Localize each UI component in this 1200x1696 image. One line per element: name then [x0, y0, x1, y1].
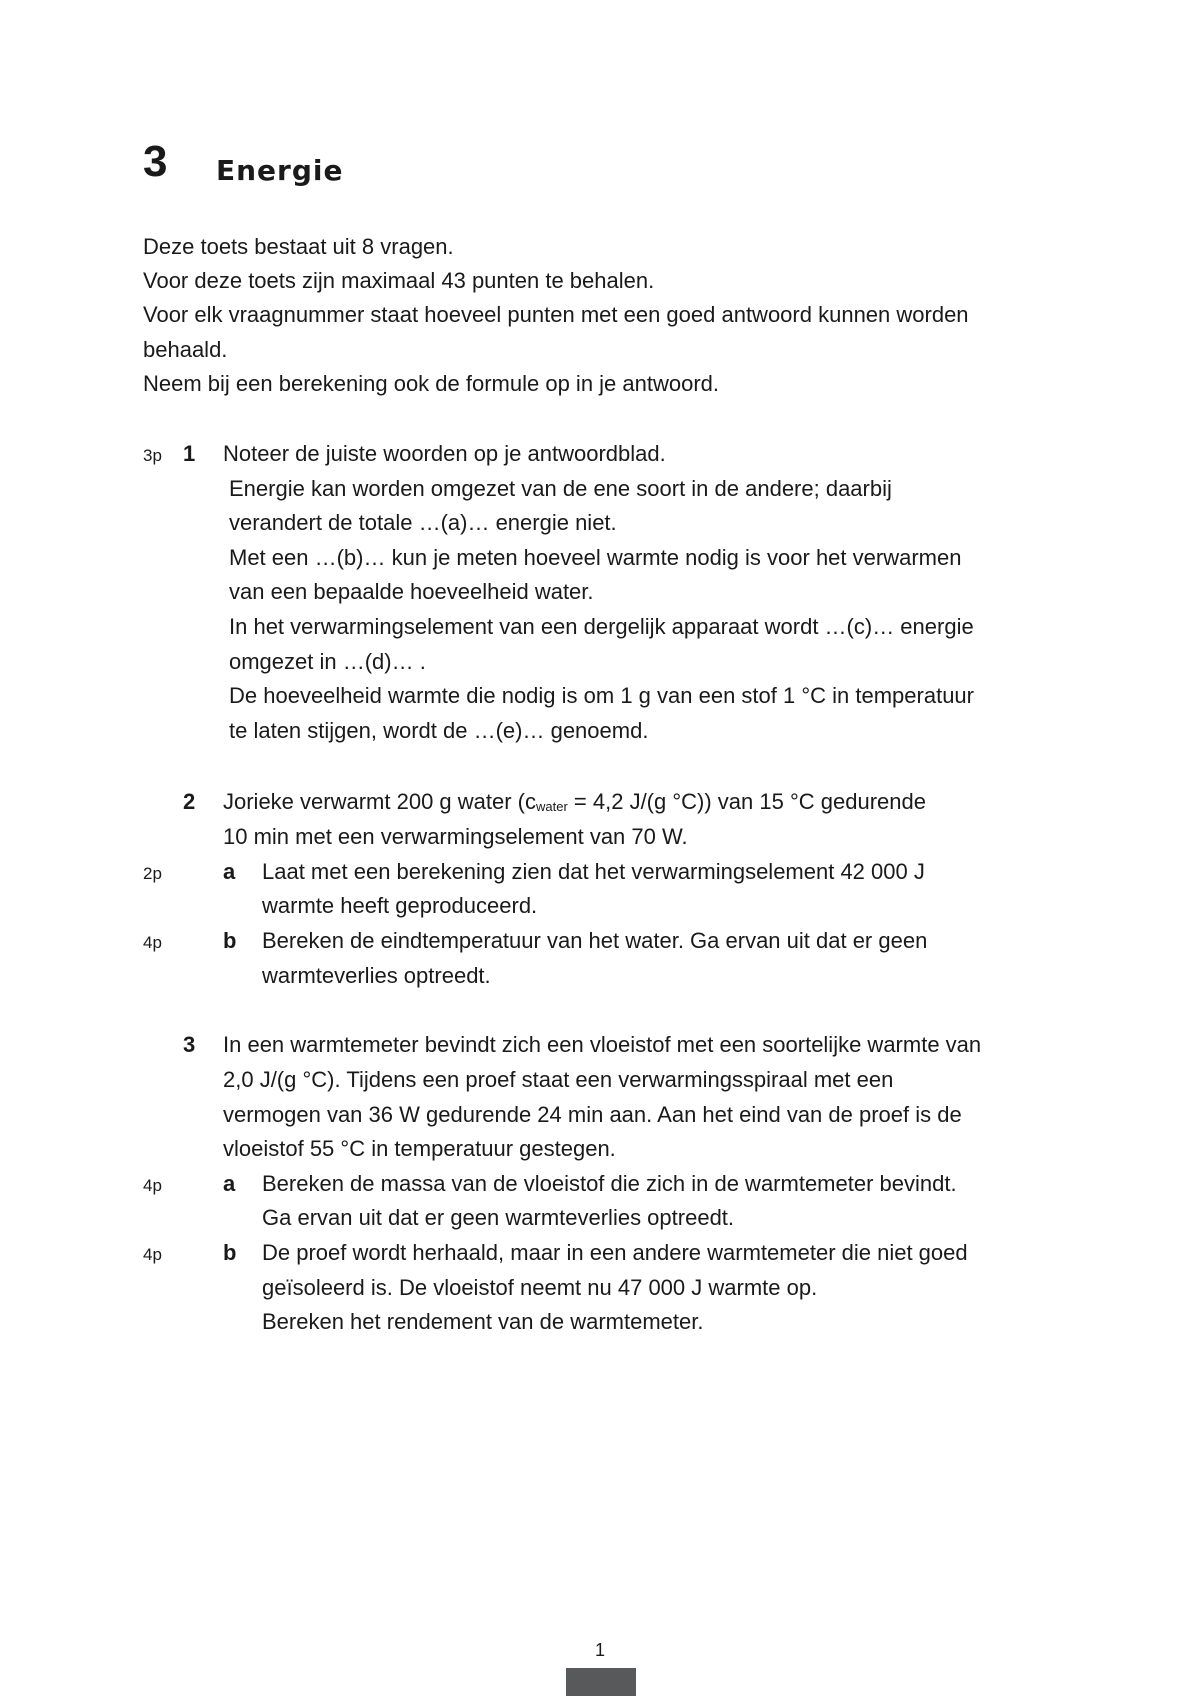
q1-line: De hoeveelheid warmte die nodig is om 1 g van een stof 1 °C in temperatuur — [229, 683, 974, 708]
chapter-title: Energie — [216, 154, 344, 187]
page-number: 1 — [594, 1640, 605, 1660]
q2b-line: warmteverlies optreedt. — [262, 963, 491, 988]
q3a-line: Bereken de massa van de vloeistof die zich in de warmtemeter bevindt. — [262, 1171, 957, 1196]
q3a-line: Ga ervan uit dat er geen warmteverlies optreedt. — [262, 1205, 735, 1230]
q3b-line: De proef wordt herhaald, maar in een andere warmtemeter die niet goed — [262, 1240, 968, 1265]
q1-line: van een bepaalde hoeveelheid water. — [229, 579, 594, 604]
q1-points: 3p — [143, 446, 162, 465]
q2-text: Jorieke verwarmt 200 g water ( — [223, 789, 525, 814]
q3b-line: geïsoleerd is. De vloeistof neemt nu 47 000 J warmte op. — [262, 1275, 818, 1300]
q3b-line: Bereken het rendement van de warmtemeter. — [262, 1309, 704, 1334]
q1-number: 1 — [183, 441, 196, 466]
q2a-label: a — [223, 859, 236, 884]
intro-line: Voor elk vraagnummer staat hoeveel punten met een goed antwoord kunnen worden — [143, 302, 969, 327]
q2a-line: warmte heeft geproduceerd. — [262, 893, 538, 918]
q3a-label: a — [223, 1171, 236, 1196]
q3-number: 3 — [183, 1032, 196, 1057]
q1-line: te laten stijgen, wordt de …(e)… genoemd. — [229, 718, 649, 743]
q1-line: In het verwarmingselement van een dergelijk apparaat wordt …(c)… energie — [229, 614, 974, 639]
water-subscript: water — [536, 799, 568, 814]
intro-line: Neem bij een berekening ook de formule op in je antwoord. — [143, 371, 720, 396]
q3b-points: 4p — [143, 1245, 162, 1264]
intro-line: Voor deze toets zijn maximaal 43 punten te behalen. — [143, 268, 655, 293]
q2b-line: Bereken de eindtemperatuur van het water. Ga ervan uit dat er geen — [262, 928, 928, 953]
q2b-label: b — [223, 928, 237, 953]
chapter-number: 3 — [143, 137, 168, 186]
q2b-points: 4p — [143, 933, 162, 952]
q3-line: 2,0 J/(g °C). Tijdens een proef staat een verwarmingsspiraal met een — [223, 1067, 894, 1092]
intro-line: Deze toets bestaat uit 8 vragen. — [143, 234, 454, 259]
q3-line: vermogen van 36 W gedurende 24 min aan. Aan het eind van de proef is de — [223, 1102, 962, 1127]
q2a-points: 2p — [143, 864, 162, 883]
c-symbol: c — [525, 789, 536, 814]
q3-line: In een warmtemeter bevindt zich een vloeistof met een soortelijke warmte van — [223, 1032, 982, 1057]
q2-line: 10 min met een verwarmingselement van 70 W. — [223, 824, 688, 849]
q1-line: Noteer de juiste woorden op je antwoordblad. — [223, 441, 666, 466]
q1-line: omgezet in …(d)… . — [229, 649, 426, 674]
q3-line: vloeistof 55 °C in temperatuur gestegen. — [223, 1136, 616, 1161]
q3b-label: b — [223, 1240, 237, 1265]
q1-line: verandert de totale …(a)… energie niet. — [229, 510, 617, 535]
q2-line — [223, 785, 926, 824]
q2a-line: Laat met een berekening zien dat het verwarmingselement 42 000 J — [262, 859, 925, 884]
q2-number: 2 — [183, 789, 196, 814]
q2-text: = 4,2 J/(g °C)) van 15 °C gedurende — [567, 789, 926, 814]
q1-line: Met een …(b)… kun je meten hoeveel warmte nodig is voor het verwarmen — [229, 545, 962, 570]
intro-line: behaald. — [143, 337, 228, 362]
page-tab — [566, 1668, 636, 1696]
q1-line: Energie kan worden omgezet van de ene soort in de andere; daarbij — [229, 476, 892, 501]
q3a-points: 4p — [143, 1176, 162, 1195]
